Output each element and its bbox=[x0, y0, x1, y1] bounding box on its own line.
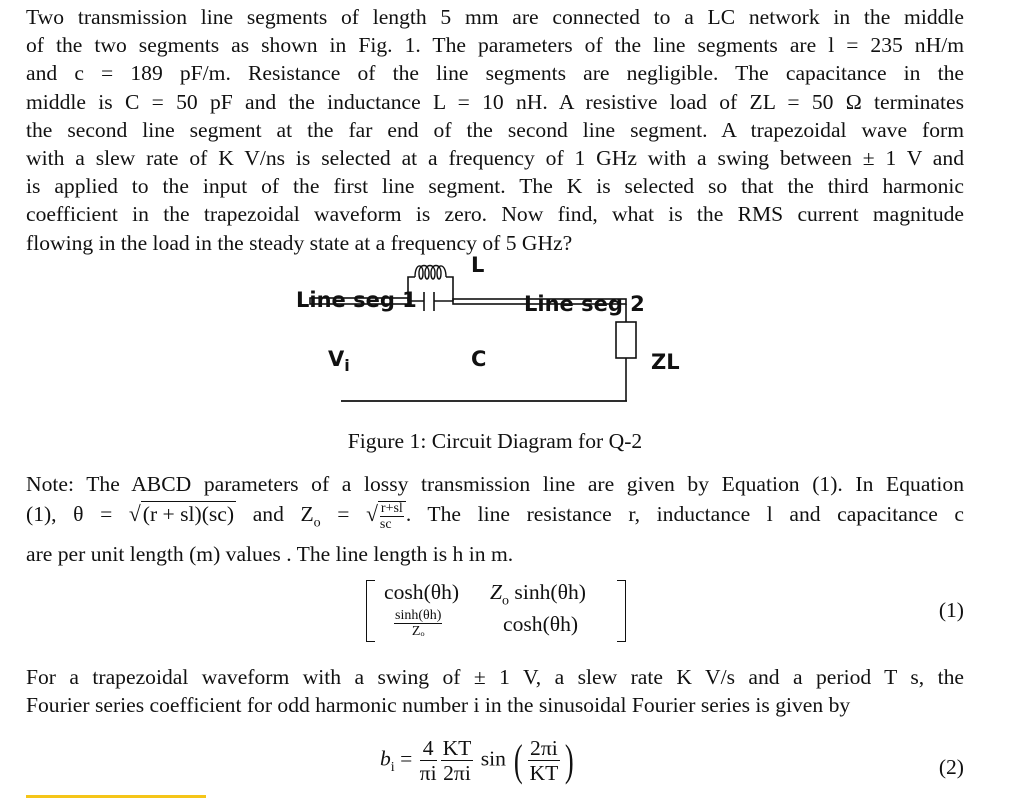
circuit-schematic bbox=[291, 255, 711, 415]
note-line: are per unit length (m) values . The line length is h in m. bbox=[26, 541, 514, 566]
capacitor-label: C bbox=[471, 347, 487, 371]
fourier-formula: $b_i$ = $\frac{4}{\pi i}$ $\frac{KT}{2\pi i}$ sin ( $\frac{2\pi i}{KT}$ ) bbox=[380, 736, 574, 785]
equation-1-abcd-matrix bbox=[26, 578, 964, 646]
matrix-c: $\frac{\sinh(\theta h)}{\text{Zₒ}}$ bbox=[395, 608, 442, 639]
problem-line: and c = 189 pF/m. Resistance of the line segments are negligible. The capacitance in the bbox=[26, 61, 964, 86]
problem-line: is applied to the input of the first line segment. The K is selected so that the third harmonic bbox=[26, 174, 964, 199]
fourier-description bbox=[26, 663, 964, 719]
fourier-line: For a trapezoidal waveform with a swing of ± 1 V, a slew rate K V/s and a period T s, the bbox=[26, 665, 964, 689]
figure-caption: Figure 1: Circuit Diagram for Q-2 bbox=[347, 429, 643, 453]
equation-2-fourier-coefficient bbox=[26, 735, 964, 797]
problem-line: middle is C = 50 pF and the inductance L = 10 nH. A resistive load of ZL = 50 Ω terminates bbox=[26, 89, 964, 114]
sqrt-zo: √ $\frac{r+sl}{sc}$ bbox=[366, 498, 406, 532]
line-seg-1-label: Line seg 1 bbox=[296, 288, 417, 312]
note-line: Note: The ABCD parameters of a lossy transmission line are given by Equation (1). In Equation bbox=[26, 472, 964, 496]
inductor-label: L bbox=[471, 253, 485, 277]
load-label: ZL bbox=[651, 350, 680, 374]
matrix-a: cosh(θh) bbox=[384, 580, 460, 604]
line-seg-2-label: Line seg 2 bbox=[524, 292, 645, 316]
note-line: (1), θ = √(r + sl)(sc) and $Z_o$ = √ $\frac{r+sl}{sc}$ . The line resistance r, inductance l and capacitance c bbox=[26, 498, 964, 539]
abcd-matrix bbox=[366, 578, 626, 644]
equation-number: (1) bbox=[938, 598, 964, 622]
problem-line: Two transmission line segments of length 5 mm are connected to a LC network in the middle bbox=[26, 5, 964, 29]
matrix-b: $Z_o$ sinh(θh) bbox=[490, 580, 586, 609]
problem-line: flowing in the load in the steady state at a frequency of 5 GHz? bbox=[26, 230, 573, 255]
problem-statement bbox=[26, 3, 964, 257]
sqrt-theta: √(r + sl)(sc) bbox=[128, 502, 235, 527]
problem-line: coefficient in the trapezoidal waveform is zero. Now find, what is the RMS current magnitude bbox=[26, 202, 964, 227]
problem-line: the second line segment at the far end of the second line segment. A trapezoidal wave form bbox=[26, 117, 964, 142]
right-bracket bbox=[617, 580, 626, 642]
problem-line: of the two segments as shown in Fig. 1. The parameters of the line segments are l = 235 nH/m bbox=[26, 33, 964, 58]
equation-number: (2) bbox=[938, 755, 964, 779]
matrix-d: cosh(θh) bbox=[503, 612, 579, 636]
circuit-diagram bbox=[291, 255, 711, 415]
problem-line: with a slew rate of K V/ns is selected at a frequency of 1 GHz with a swing between ± 1 V and bbox=[26, 146, 964, 171]
input-voltage-label: $V_i$ bbox=[328, 347, 350, 376]
abcd-note bbox=[26, 470, 964, 568]
fourier-line: Fourier series coefficient for odd harmonic number i in the sinusoidal Fourier series is given by bbox=[26, 693, 851, 718]
left-bracket bbox=[366, 580, 375, 642]
